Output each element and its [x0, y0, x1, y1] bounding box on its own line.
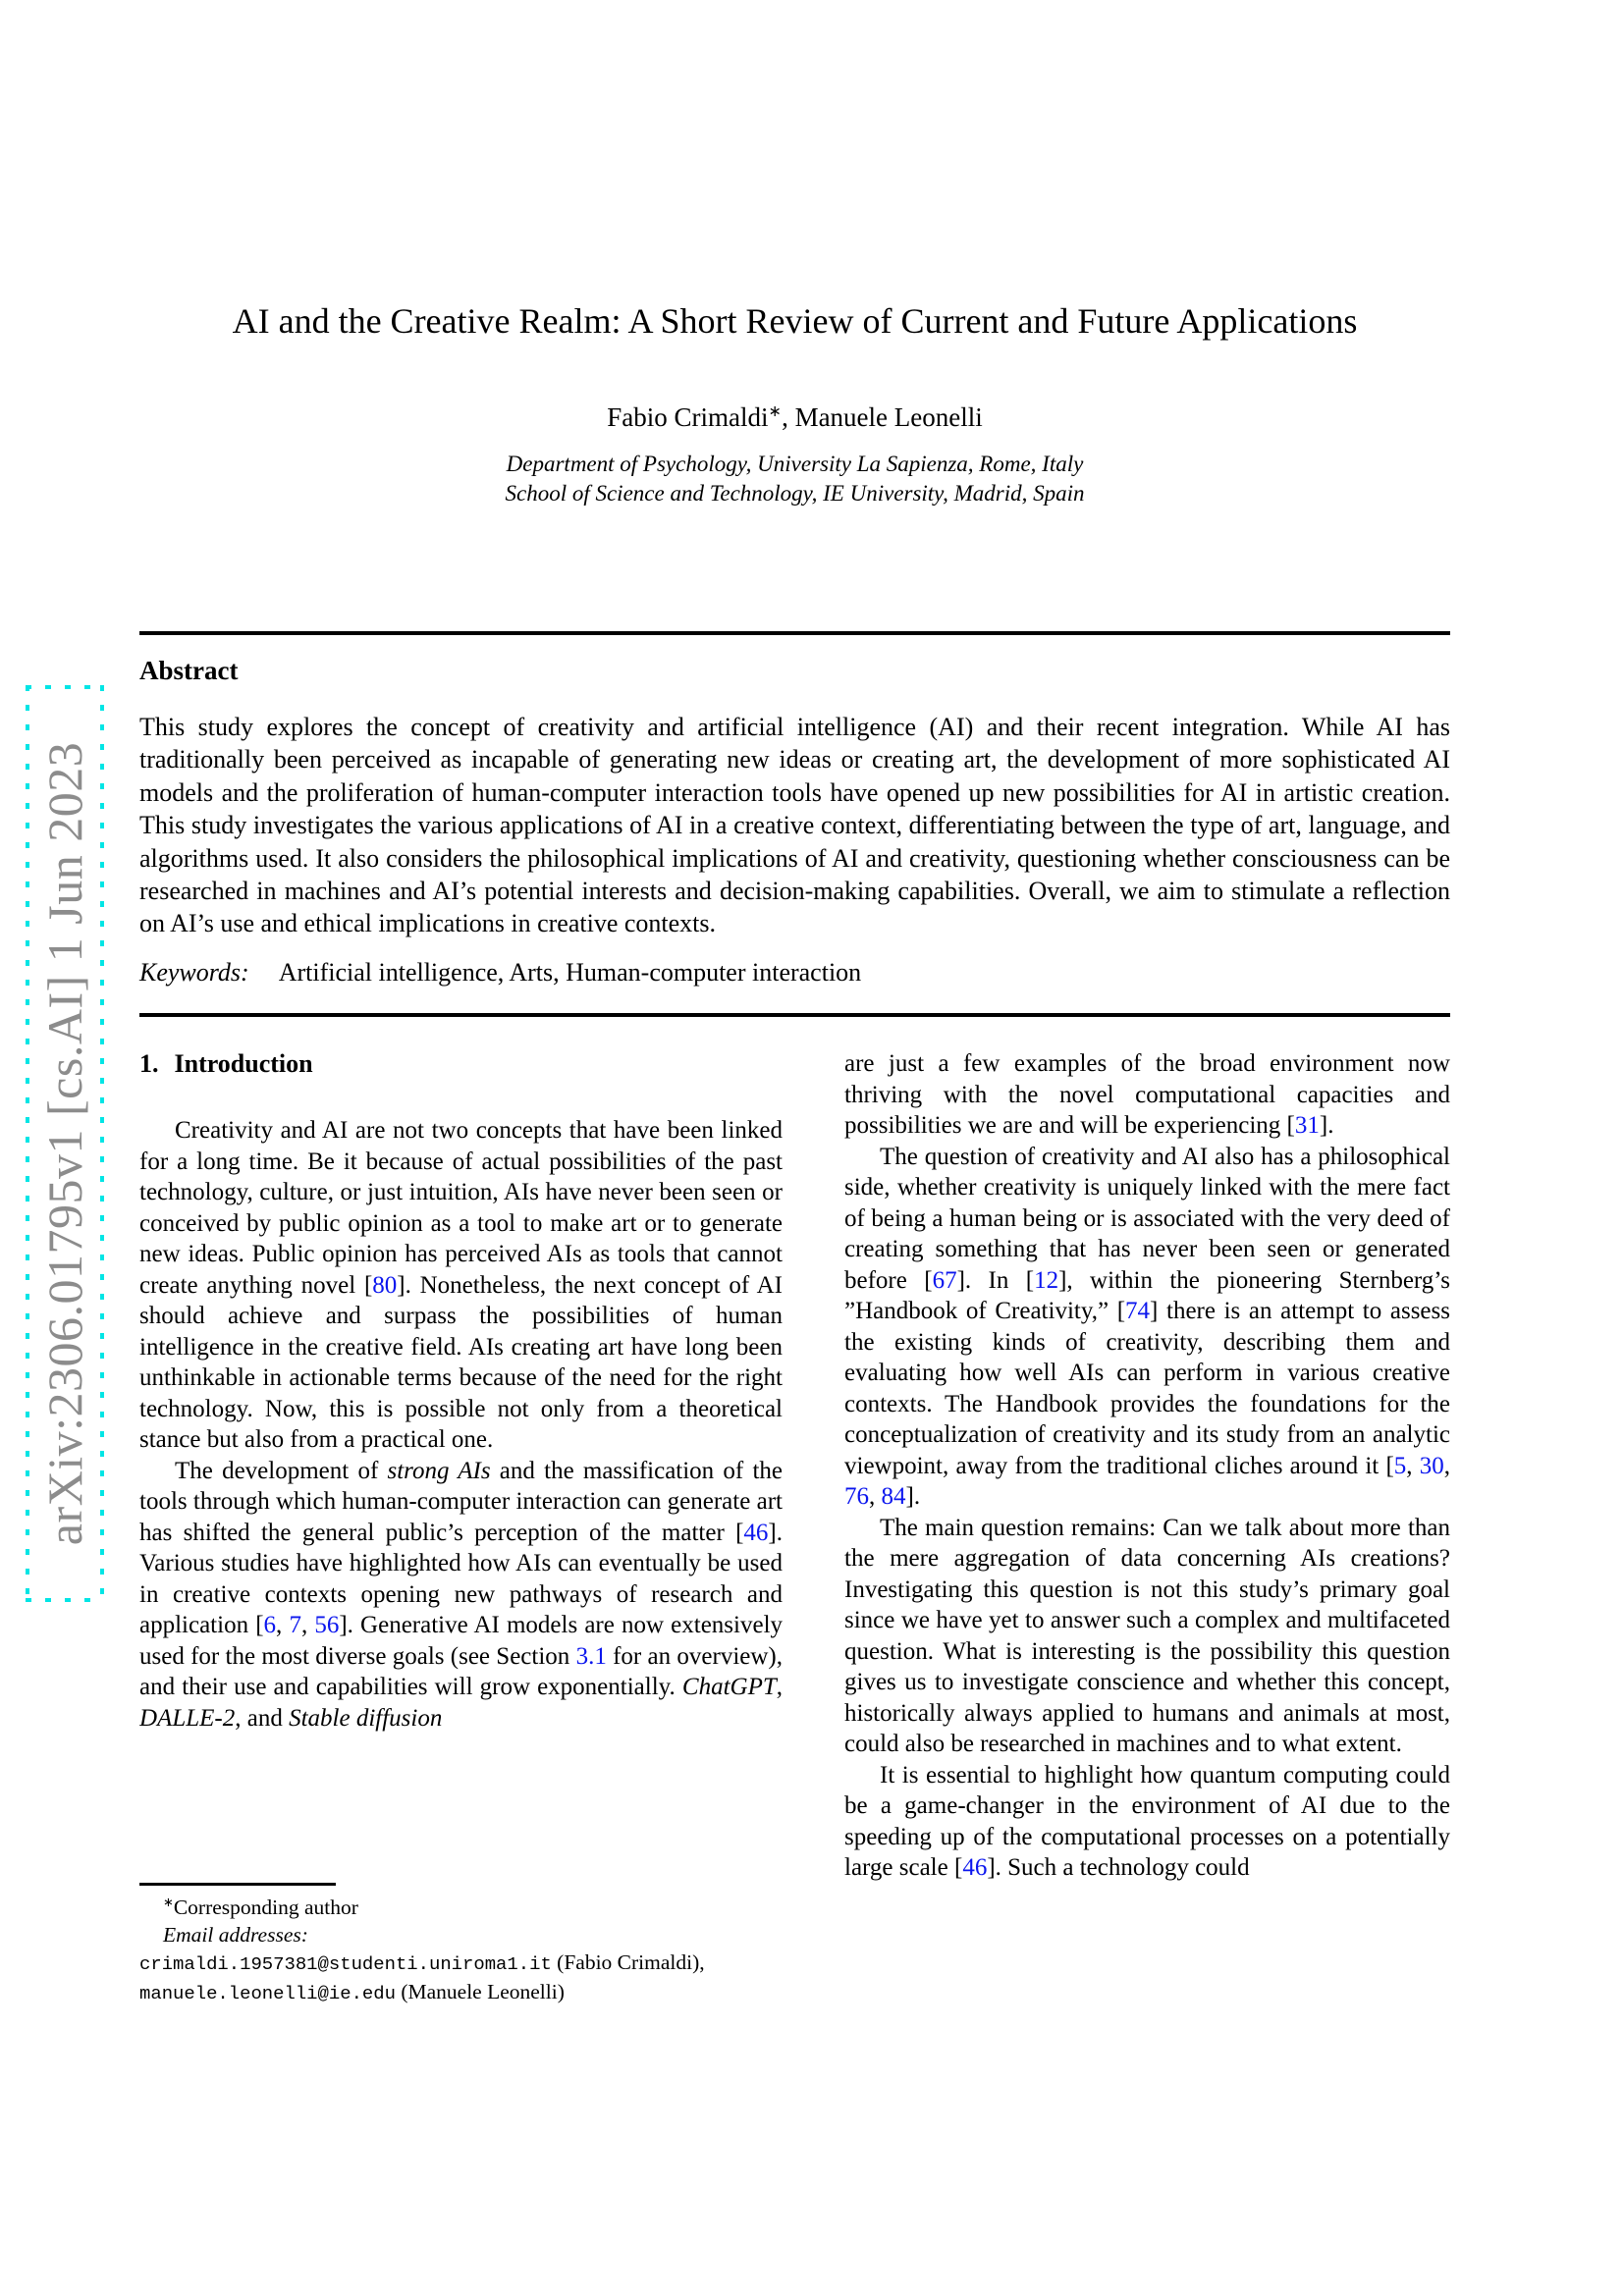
- ref-link[interactable]: 46: [743, 1519, 769, 1546]
- text-segment: ,: [869, 1483, 882, 1510]
- paper-title: AI and the Creative Realm: A Short Review of Current and Future Applications: [232, 301, 1358, 341]
- text-segment: ]. Various studies have highlighted how AIs can eventually be used in creative contexts opening new pathways of research and application [: [139, 1519, 783, 1638]
- footnote-line: [139, 1894, 783, 1921]
- text-segment: (Fabio Crimaldi),: [551, 1950, 705, 1974]
- text-segment: DALLE-2: [139, 1704, 236, 1732]
- text-segment: The question of creativity and AI also has a philosophical side, whether creativity is uniquely linked with the mere fact of being a human being or is associated with the very deed of creating something that has never been seen or generated before [: [844, 1143, 1450, 1294]
- ref-link[interactable]: 30: [1419, 1452, 1444, 1479]
- text-segment: , and: [235, 1704, 290, 1732]
- text-segment: (Manuele Leonelli): [395, 1980, 565, 2003]
- text-segment: Corresponding author: [173, 1896, 358, 1919]
- banner-dashed-border-right: [100, 685, 104, 1602]
- text-segment: , Manuele Leonelli: [782, 402, 983, 432]
- text-segment: strong AIs: [387, 1457, 491, 1484]
- text-segment: Creativity and AI are not two concepts that have been linked for a long time. Be it because of actual possibilities of the past technology, culture, or just intuition, AIs have never been seen or conceived by public opinion as a tool to make art or to generate new ideas. Public opinion has perceived AIs as tools that cannot create anything novel [: [139, 1117, 783, 1299]
- affiliation-line: School of Science and Technology, IE University, Madrid, Spain: [505, 481, 1085, 506]
- arxiv-banner: [26, 685, 104, 1602]
- front-matter: [139, 631, 1450, 1017]
- footnote-rule: [139, 1883, 336, 1886]
- paragraph: [844, 1048, 1450, 1142]
- text-segment: ]. Such a technology could: [987, 1854, 1250, 1881]
- footnote: [139, 1883, 783, 2007]
- text-segment: ,: [276, 1612, 290, 1638]
- text-segment: ∗: [768, 402, 783, 420]
- text-segment: ]. Nonetheless, the next concept of AI should achieve and surpass the possibilities of human intelligence in the creative field. AIs creating art have long been unthinkable in actionable terms because of the need for the right technology. Now, this is possible not only from a theoretical stance but also from a practical one.: [139, 1271, 783, 1453]
- section-number: 1.: [139, 1049, 159, 1078]
- author-affiliations: [139, 450, 1450, 508]
- footnote-line: [139, 1949, 783, 1978]
- paragraph: [139, 1115, 783, 1456]
- ref-link[interactable]: 3.1: [575, 1642, 607, 1670]
- paragraph: [139, 1456, 783, 1735]
- ref-link[interactable]: 76: [844, 1483, 869, 1510]
- ref-link[interactable]: 7: [289, 1612, 301, 1638]
- ref-link[interactable]: 80: [372, 1271, 398, 1299]
- text-segment: ,: [300, 1612, 315, 1638]
- text-segment: ∗: [163, 1895, 174, 1909]
- affiliation-line: Department of Psychology, University La Sapienza, Rome, Italy: [506, 452, 1084, 476]
- text-segment: Email addresses:: [163, 1923, 308, 1947]
- text-segment: ].: [1319, 1112, 1334, 1139]
- text-segment: for an overview), and their use and capabilities will grow exponentially.: [139, 1642, 783, 1700]
- paragraph: [844, 1142, 1450, 1513]
- text-segment: ,: [776, 1674, 783, 1700]
- ref-link[interactable]: 5: [1393, 1452, 1407, 1479]
- footnote-line: [139, 1978, 783, 2007]
- top-rule: [139, 631, 1450, 635]
- abstract-heading: Abstract: [139, 656, 239, 685]
- text-segment: manuele.leonelli@ie.edu: [139, 1983, 396, 2004]
- ref-link[interactable]: 31: [1294, 1112, 1320, 1139]
- ref-link[interactable]: 84: [881, 1483, 906, 1510]
- text-segment: ]. Generative AI models are now extensively used for the most diverse goals (see Section: [139, 1612, 783, 1670]
- authors-line: [139, 400, 1450, 434]
- keywords-label: Keywords:: [139, 957, 249, 987]
- ref-link[interactable]: 56: [314, 1612, 340, 1638]
- arxiv-identifier: arXiv:2306.01795v1 [cs.AI] 1 Jun 2023: [37, 741, 92, 1546]
- keywords-line: [139, 956, 1450, 988]
- right-column: [844, 1048, 1450, 2022]
- text-segment: ]. In [: [956, 1266, 1035, 1294]
- text-segment: Stable diffusion: [289, 1704, 443, 1732]
- abstract-text: This study explores the concept of creativity and artificial intelligence (AI) and their recent integration. While AI has traditionally been perceived as incapable of generating new ideas or creating art, the development of more sophisticated AI models and the proliferation of human-computer interaction tools have opened up new possibilities for AI in artistic creation. This study investigates the various applications of AI in a creative context, differentiating between the type of art, language, and algorithms used. It also considers the philosophical implications of AI and creativity, questioning whether consciousness can be researched in machines and AI’s potential interests and decision-making capabilities. Overall, we aim to stimulate a reflection on AI’s use and ethical implications in creative contexts.: [139, 713, 1450, 938]
- intro-section-heading: [139, 1048, 783, 1080]
- ref-link[interactable]: 6: [263, 1612, 277, 1638]
- section-title: Introduction: [174, 1049, 313, 1078]
- ref-link[interactable]: 12: [1034, 1266, 1059, 1294]
- paragraph: [844, 1513, 1450, 1760]
- banner-dashed-border-bottom: [26, 1598, 104, 1602]
- text-segment: The main question remains: Can we talk about more than the mere aggregation of data concerning AIs creations? Investigating this question is not this study’s primary goal since we have yet to answer such a complex and multifaceted question. What is interesting is the possibility this question gives us to investigate conscience and whether this concept, historically always applied to humans and animals at most, could also be researched in machines and to what extent.: [844, 1514, 1450, 1757]
- keywords-text: Artificial intelligence, Arts, Human-computer interaction: [278, 957, 862, 987]
- footnote-line: [139, 1921, 783, 1949]
- banner-dashed-border-top: [26, 685, 104, 689]
- text-segment: crimaldi.1957381@studenti.uniroma1.it: [139, 1953, 552, 1975]
- text-segment: are just a few examples of the broad environment now thriving with the novel computational capacities and possibilities we are and will be experiencing [: [844, 1050, 1450, 1139]
- text-segment: It is essential to highlight how quantum computing could be a game-changer in the environment of AI due to the speeding up of the computational processes on a potentially large scale [: [844, 1761, 1450, 1881]
- text-segment: ,: [1443, 1452, 1450, 1479]
- ref-link[interactable]: 46: [962, 1854, 988, 1881]
- text-segment: ].: [905, 1483, 921, 1510]
- left-column: [139, 1048, 783, 1883]
- text-segment: and the massification of the tools through which human-computer interaction can generate art has shifted the general public’s perception of the matter [: [139, 1457, 783, 1546]
- bottom-rule: [139, 1013, 1450, 1017]
- text-segment: Fabio Crimaldi: [607, 402, 769, 432]
- text-segment: ], within the pioneering Sternberg’s ”Handbook of Creativity,” [: [844, 1266, 1450, 1324]
- text-segment: ] there is an attempt to assess the existing kinds of creativity, describing them and evaluating how well AIs can perform in various creative contexts. The Handbook provides the foundations for the conceptualization of creativity and its study from an analytic viewpoint, away from the traditional cliches around it [: [844, 1298, 1450, 1479]
- text-segment: ChatGPT: [681, 1674, 777, 1700]
- ref-link[interactable]: 67: [932, 1266, 957, 1294]
- text-segment: ,: [1406, 1452, 1420, 1479]
- ref-link[interactable]: 74: [1125, 1298, 1151, 1324]
- paragraph: [844, 1760, 1450, 1884]
- text-segment: The development of: [175, 1457, 388, 1484]
- banner-dashed-border-left: [26, 685, 29, 1602]
